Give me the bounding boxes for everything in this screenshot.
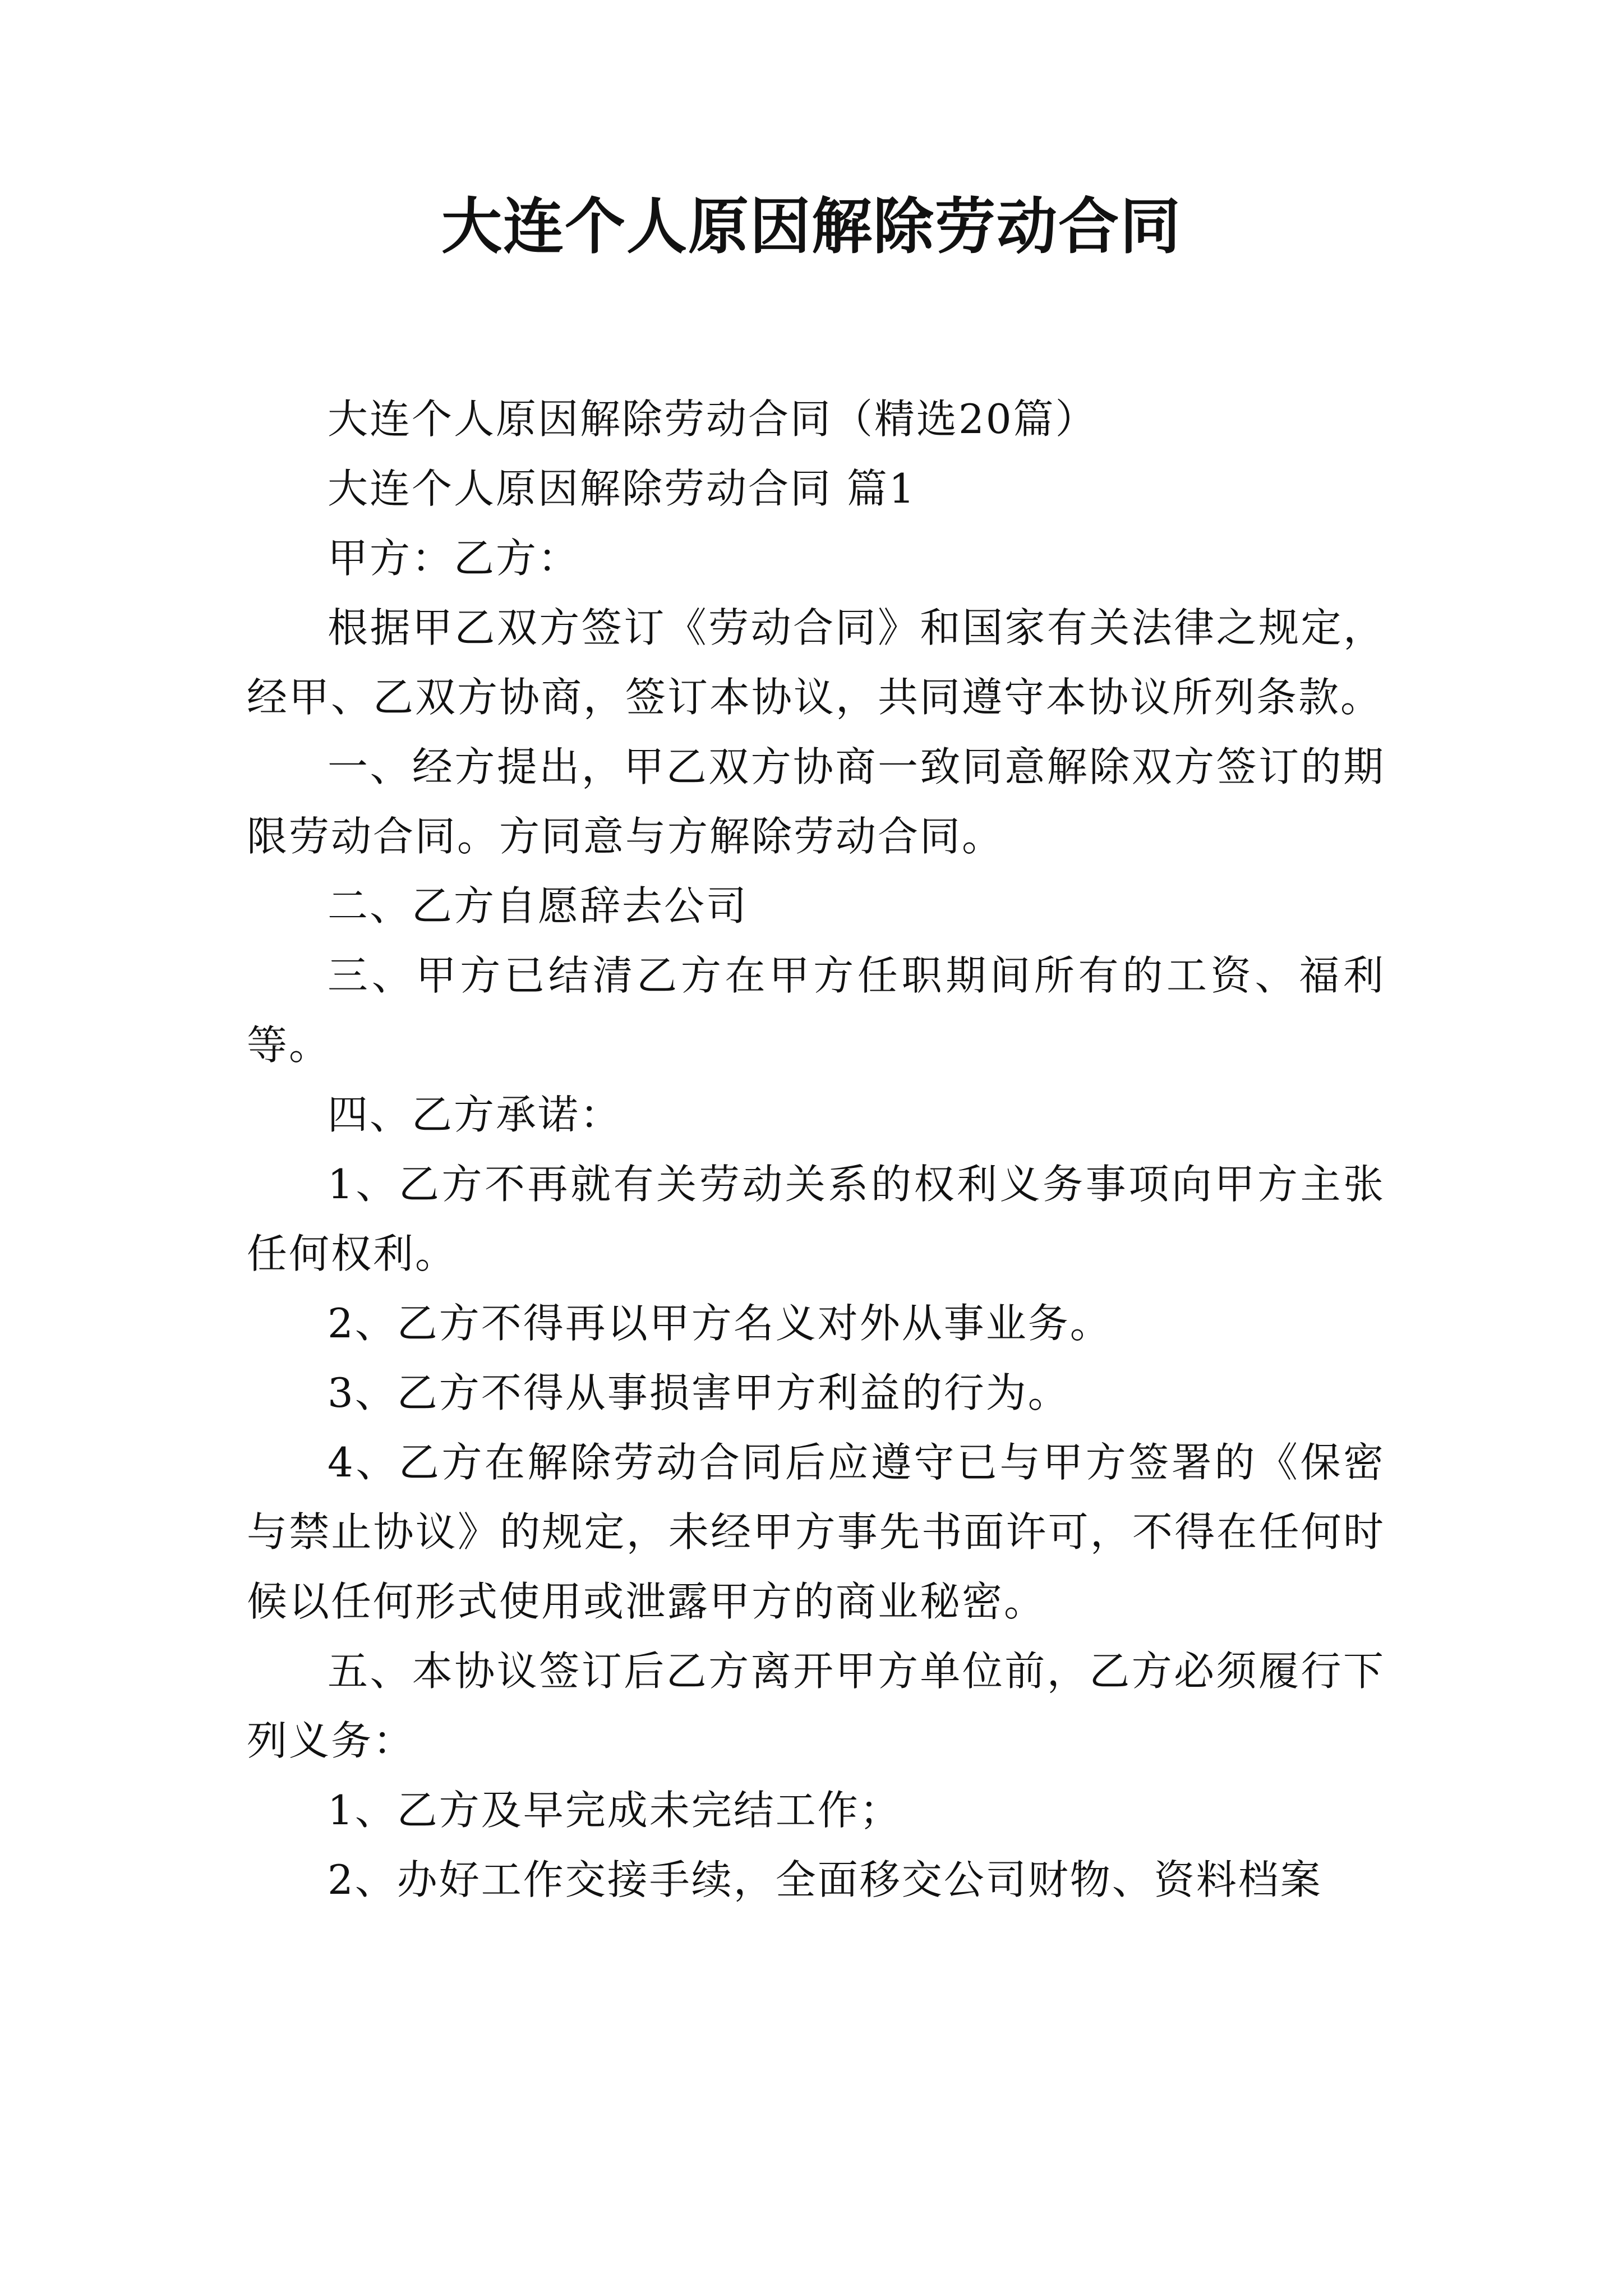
- paragraph-clause-4-item-2: 2、乙方不得再以甲方名义对外从事业务。: [328, 1300, 1112, 1347]
- paragraph-clause-4-item-3: 3、乙方不得从事损害甲方利益的行为。: [328, 1369, 1070, 1416]
- paragraph-parties: 甲方：乙方：: [328, 535, 580, 582]
- paragraph-clause-5-item-2: 2、办好工作交接手续，全面移交公司财物、资料档案: [328, 1856, 1322, 1903]
- paragraph-clause-1: 一、经方提出，甲乙双方协商一致同意解除双方签订的期限劳动合同。方同意与方解除劳动合同。: [247, 743, 1385, 860]
- document-title: 大连个人原因解除劳动合同: [441, 192, 1182, 262]
- paragraph-clause-4: 四、乙方承诺：: [328, 1091, 623, 1138]
- paragraph-clause-2: 二、乙方自愿辞去公司: [328, 882, 749, 930]
- paragraph-clause-5-item-1: 1、乙方及早完成未完结工作；: [328, 1787, 902, 1834]
- paragraph-section-heading: 大连个人原因解除劳动合同 篇1: [328, 465, 916, 512]
- paragraph-clause-5: 五、本协议签订后乙方离开甲方单位前，乙方必须履行下列义务：: [247, 1648, 1385, 1764]
- paragraph-collection-title: 大连个人原因解除劳动合同（精选20篇）: [328, 395, 1098, 443]
- paragraph-clause-3: 三、甲方已结清乙方在甲方任职期间所有的工资、福利等。: [247, 952, 1385, 1069]
- paragraph-clause-4-item-4: 4、乙方在解除劳动合同后应遵守已与甲方签署的《保密与禁止协议》的规定，未经甲方事先书面许可，不得在任何时候以任何形式使用或泄露甲方的商业秘密。: [247, 1439, 1385, 1625]
- paragraph-preamble: 根据甲乙双方签订《劳动合同》和国家有关法律之规定，经甲、乙双方协商，签订本协议，共同遵守本协议所列条款。: [247, 604, 1385, 721]
- paragraph-clause-4-item-1: 1、乙方不再就有关劳动关系的权利义务事项向甲方主张任何权利。: [247, 1161, 1385, 1277]
- document-body: [247, 384, 1385, 1915]
